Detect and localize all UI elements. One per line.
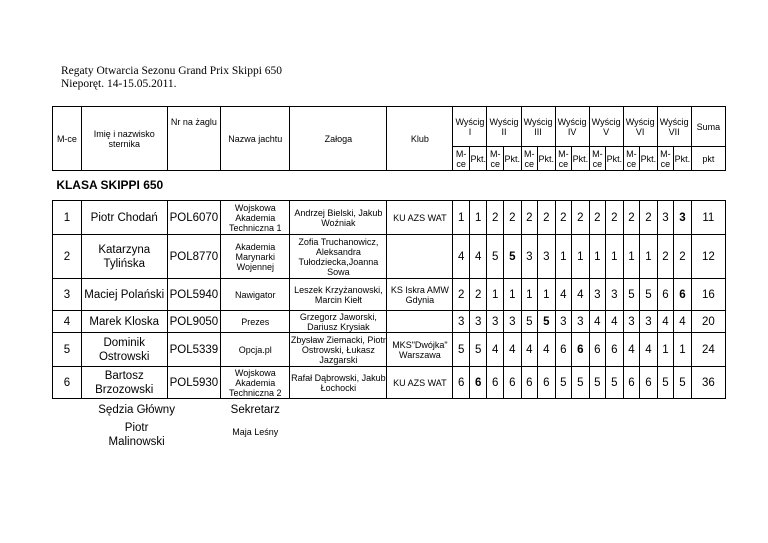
row-race-place-2: 2 [487,201,504,235]
row-sum: 11 [691,201,725,235]
row-race-place-2: 4 [487,333,504,367]
row-yacht: Nawigator [221,279,290,311]
row-race-points-6: 6 [640,367,658,399]
subheader-place-1: M-ce [453,147,470,171]
row-yacht: Akademia Marynarki Wojennej [221,235,290,279]
class-label-cell [53,171,168,201]
row-race-place-3: 5 [521,311,538,333]
subheader-place-7: M-ce [657,147,674,171]
document-title: Regaty Otwarcia Sezonu Grand Prix Skippi 650 [61,65,283,77]
judge-name [53,421,221,457]
row-race-place-6: 3 [623,311,640,333]
row-race-points-5: 2 [606,201,624,235]
row-place: 1 [53,201,82,235]
row-race-points-2: 2 [503,201,521,235]
row-helmsman: Piotr Chodań [81,201,167,235]
header-race-2: Wyścig II [487,107,521,147]
row-race-place-2: 6 [487,367,504,399]
row-race-points-4: 6 [572,333,590,367]
header-crew: Załoga [290,107,387,171]
row-sail-number: POL9050 [167,311,221,333]
row-race-place-7: 2 [657,235,674,279]
subheader-place-4: M-ce [555,147,572,171]
row-race-points-1: 3 [469,311,487,333]
row-race-place-4: 4 [555,279,572,311]
subheader-points-5: Pkt. [606,147,624,171]
subheader-place-3: M-ce [521,147,538,171]
row-race-points-7: 4 [674,311,692,333]
row-race-points-7: 1 [674,333,692,367]
row-club: KU AZS WAT [387,201,453,235]
row-race-place-6: 4 [623,333,640,367]
row-race-points-3: 3 [538,235,556,279]
row-crew: Zbysław Ziemacki, Piotr Ostrowski, Łukasz Jazgarski [290,334,386,365]
document-subtitle: Nieporęt. 14-15.05.2011. [61,78,177,90]
row-club: KU AZS WAT [387,367,453,399]
row-crew: Leszek Krzyżanowski, Marcin Kiełt [290,279,387,311]
row-race-place-7: 5 [657,367,674,399]
subheader-points-2: Pkt. [503,147,521,171]
row-race-place-6: 6 [623,367,640,399]
subheader-points-7: Pkt. [674,147,692,171]
row-race-points-7: 3 [674,201,692,235]
row-race-points-4: 5 [572,367,590,399]
row-race-points-5: 5 [606,367,624,399]
row-club: MKS"Dwójka" Warszawa [387,333,453,367]
row-race-place-4: 6 [555,333,572,367]
table-row [53,201,726,235]
row-race-points-4: 3 [572,311,590,333]
row-race-points-1: 5 [469,333,487,367]
subheader-place-6: M-ce [623,147,640,171]
class-label: KLASA SKIPPI 650 [56,178,164,192]
row-yacht: Prezes [221,311,290,333]
row-race-place-5: 2 [589,201,606,235]
row-crew: Grzegorz Jaworski, Dariusz Krysiak [290,311,387,333]
header-race-7: Wyścig VII [657,107,691,147]
row-yacht: Wojskowa Akademia Techniczna 2 [221,367,290,399]
row-helmsman: Bartosz Brzozowski [81,367,167,399]
row-race-place-6: 2 [623,201,640,235]
row-race-points-1: 2 [469,279,487,311]
row-race-points-5: 6 [606,333,624,367]
row-race-points-5: 3 [606,279,624,311]
row-place: 6 [53,367,82,399]
row-race-place-3: 6 [521,367,538,399]
row-race-points-6: 1 [640,235,658,279]
row-race-points-2: 1 [503,279,521,311]
row-race-points-7: 2 [674,235,692,279]
row-race-points-3: 4 [538,333,556,367]
table-row [53,279,726,311]
header-yacht: Nazwa jachtu [221,107,290,171]
header-place: M-ce [53,107,82,171]
row-race-place-4: 3 [555,311,572,333]
row-race-points-3: 6 [538,367,556,399]
row-club: KS Iskra AMW Gdynia [387,279,453,311]
row-race-points-7: 6 [674,279,692,311]
row-helmsman: Maciej Polański [81,279,167,311]
subheader-place-5: M-ce [589,147,606,171]
row-place: 3 [53,279,82,311]
row-sail-number: POL5940 [167,279,221,311]
row-club [387,311,453,333]
table-row [53,311,726,333]
row-race-place-5: 1 [589,235,606,279]
header-race-6: Wyścig VI [623,107,657,147]
row-race-place-6: 5 [623,279,640,311]
header-club: Klub [387,107,453,171]
row-sail-number: POL8770 [167,235,221,279]
row-race-points-6: 4 [640,333,658,367]
secretary-label: Sekretarz [230,403,280,416]
row-sum: 24 [691,333,725,367]
row-race-points-4: 1 [572,235,590,279]
row-race-points-5: 4 [606,311,624,333]
header-sum: Suma [691,107,725,147]
row-helmsman: Katarzyna Tylińska [81,235,167,279]
subheader-sum: pkt [691,147,725,171]
row-race-points-3: 1 [538,279,556,311]
row-club [387,235,453,279]
row-race-place-5: 6 [589,333,606,367]
row-crew: Rafał Dąbrowski, Jakub Łochocki [290,367,387,399]
row-sail-number: POL5930 [167,367,221,399]
row-sum: 20 [691,311,725,333]
row-race-points-5: 1 [606,235,624,279]
row-race-place-1: 5 [453,333,470,367]
row-race-place-4: 5 [555,367,572,399]
row-race-place-6: 1 [623,235,640,279]
subheader-points-3: Pkt. [538,147,556,171]
row-sum: 12 [691,235,725,279]
row-race-place-7: 6 [657,279,674,311]
row-race-place-3: 2 [521,201,538,235]
row-race-place-1: 2 [453,279,470,311]
judge-label: Sędzia Główny [98,403,175,416]
row-place: 5 [53,333,82,367]
row-race-place-4: 2 [555,201,572,235]
row-race-place-5: 5 [589,367,606,399]
row-race-place-4: 1 [555,235,572,279]
row-crew: Zofia Truchanowicz, Aleksandra Tułodziecka,Joanna Sowa [290,235,387,279]
row-race-place-3: 1 [521,279,538,311]
header-sail-number: Nr na żaglu [167,107,221,171]
header-race-3: Wyścig III [521,107,555,147]
row-yacht: Wojskowa Akademia Techniczna 1 [221,201,290,235]
row-race-place-3: 3 [521,235,538,279]
row-sum: 36 [691,367,725,399]
row-race-points-2: 6 [503,367,521,399]
table-row [53,235,726,279]
row-sum: 16 [691,279,725,311]
subheader-points-6: Pkt. [640,147,658,171]
row-race-points-2: 5 [503,235,521,279]
row-race-place-1: 6 [453,367,470,399]
header-race-4: Wyścig IV [555,107,589,147]
row-race-points-1: 4 [469,235,487,279]
row-race-place-5: 3 [589,279,606,311]
row-race-points-2: 3 [503,311,521,333]
row-race-place-2: 1 [487,279,504,311]
header-helmsman: Imię i nazwisko sternika [81,107,167,171]
table-row [53,367,726,399]
row-race-points-4: 2 [572,201,590,235]
row-sail-number: POL5339 [167,333,221,367]
row-place: 2 [53,235,82,279]
judge-name-text: Piotr Malinowski [108,421,165,448]
row-race-place-2: 5 [487,235,504,279]
row-sail-number: POL6070 [167,201,221,235]
row-race-points-1: 6 [469,367,487,399]
row-race-points-6: 5 [640,279,658,311]
row-race-points-3: 2 [538,201,556,235]
row-race-points-2: 4 [503,333,521,367]
row-race-place-7: 3 [657,201,674,235]
row-race-place-1: 3 [453,311,470,333]
row-crew: Andrzej Bielski, Jakub Woźniak [290,201,387,235]
subheader-points-4: Pkt. [572,147,590,171]
subheader-place-2: M-ce [487,147,504,171]
row-race-points-4: 4 [572,279,590,311]
row-race-points-7: 5 [674,367,692,399]
row-race-points-3: 5 [538,311,556,333]
results-table [52,106,726,457]
row-helmsman: Marek Kloska [81,311,167,333]
table-row [53,333,726,367]
row-race-place-7: 4 [657,311,674,333]
row-place: 4 [53,311,82,333]
row-race-place-7: 1 [657,333,674,367]
header-race-5: Wyścig V [589,107,623,147]
row-race-points-6: 2 [640,201,658,235]
row-race-place-5: 4 [589,311,606,333]
row-race-place-3: 4 [521,333,538,367]
header-race-1: Wyścig I [453,107,487,147]
row-race-place-2: 3 [487,311,504,333]
secretary-name: Maja Leśny [232,426,279,437]
row-race-points-6: 3 [640,311,658,333]
row-race-place-1: 4 [453,235,470,279]
row-race-points-1: 1 [469,201,487,235]
row-race-place-1: 1 [453,201,470,235]
row-helmsman: Dominik Ostrowski [81,333,167,367]
row-yacht: Opcja.pl [221,333,290,367]
subheader-points-1: Pkt. [469,147,487,171]
